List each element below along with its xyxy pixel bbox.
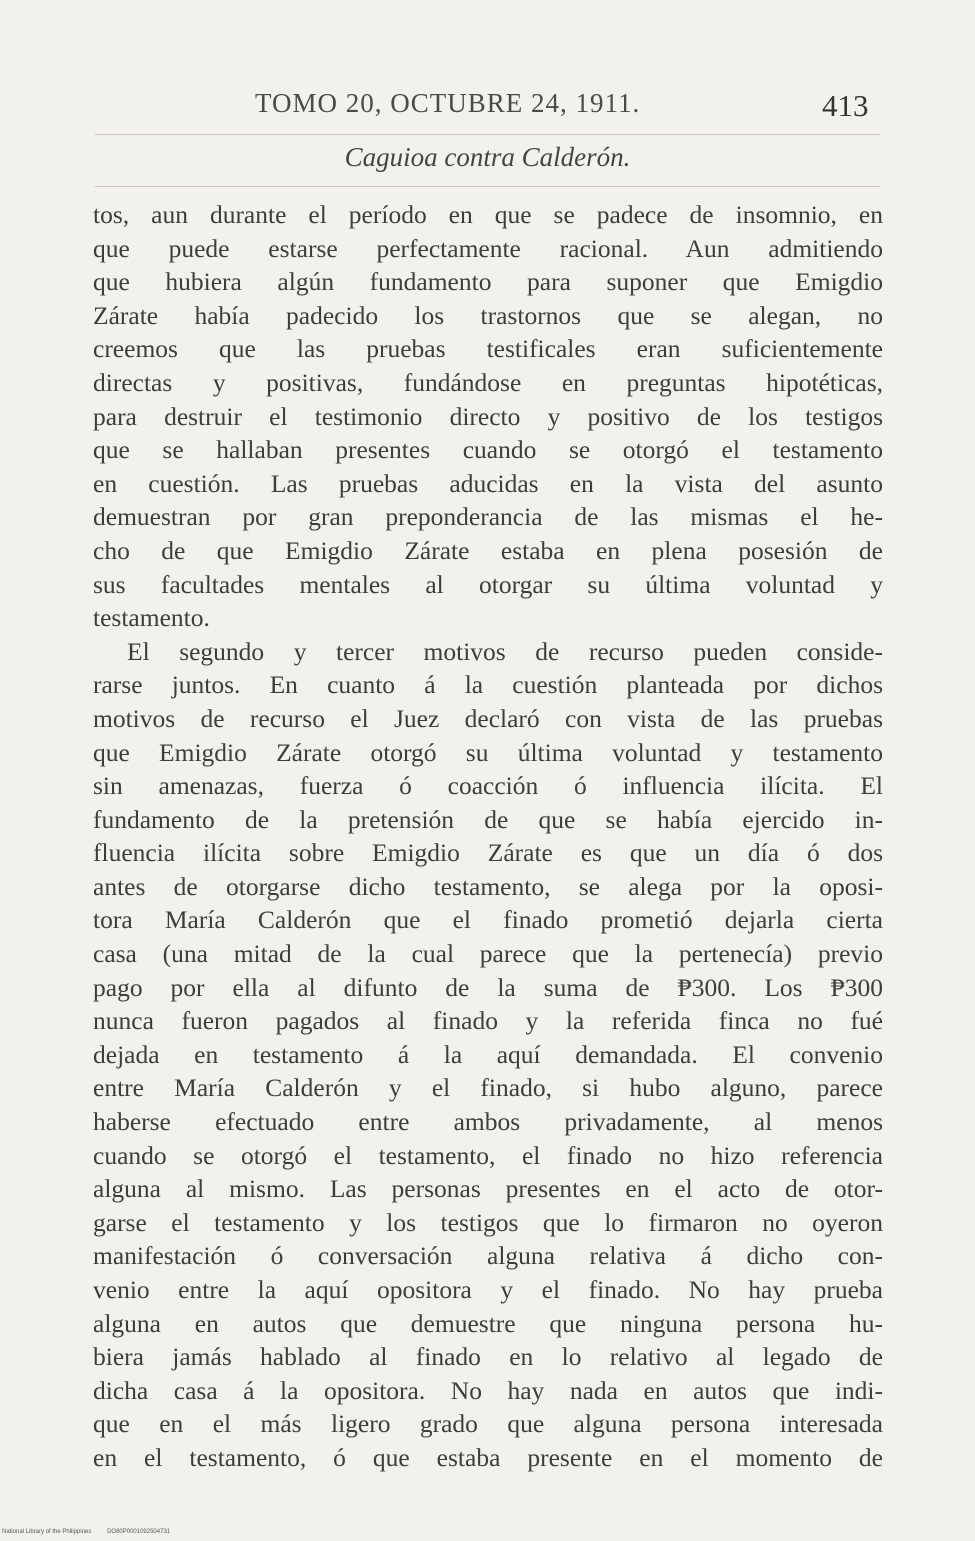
text-line: tora María Calderón que el finado prometió dejarla cierta [93, 905, 883, 935]
paragraph-2 [93, 635, 883, 1475]
text-line: en el testamento, ó que estaba presente en el momento de [93, 1442, 883, 1472]
text-line: venio entre la aquí opositora y el finado. No hay prueba [93, 1275, 883, 1304]
text-line: dejada en testamento á la aquí demandada. El convenio [93, 1039, 883, 1069]
text-line: antes de otorgarse dicho testamento, se alega por la oposi- [93, 871, 883, 901]
paragraph-1 [93, 198, 883, 635]
text-line: haberse efectuado entre ambos privadamente, al menos [93, 1107, 883, 1137]
body-text [93, 198, 883, 1475]
text-line: El segundo y tercer motivos de recurso pueden conside- [127, 636, 883, 666]
scan-code: DO80P0001092504731 [107, 1529, 171, 1535]
text-line: tos, aun durante el período en que se padece de insomnio, en [93, 200, 883, 229]
header-rule-lower [95, 186, 880, 187]
text-line: directas y positivas, fundándose en preguntas hipotéticas, [93, 367, 883, 397]
text-line: creemos que las pruebas testificales eran suficientemente [93, 334, 883, 364]
text-line: cuando se otorgó el testamento, el finado no hizo referencia [93, 1140, 883, 1170]
text-line: biera jamás hablado al finado en lo relativo al legado de [93, 1342, 883, 1372]
text-line: nunca fueron pagados al finado y la referida finca no fué [93, 1006, 883, 1036]
library-credit: National Library of the Philippines [2, 1529, 92, 1535]
scan-footer [2, 1529, 184, 1535]
text-line: Zárate había padecido los trastornos que se alegan, no [93, 300, 883, 330]
text-line: en cuestión. Las pruebas aducidas en la vista del asunto [93, 468, 883, 498]
text-line: que puede estarse perfectamente racional. Aun admitiendo [93, 233, 883, 263]
text-line: dicha casa á la opositora. No hay nada en autos que indi- [93, 1375, 883, 1405]
text-line: cho de que Emigdio Zárate estaba en plena posesión de [93, 535, 883, 565]
text-line: fundamento de la pretensión de que se había ejercido in- [93, 804, 883, 834]
text-line: fluencia ilícita sobre Emigdio Zárate es que un día ó dos [93, 838, 883, 868]
text-line: alguna al mismo. Las personas presentes en el acto de otor- [93, 1174, 883, 1204]
text-line: manifestación ó conversación alguna relativa á dicho con- [93, 1241, 883, 1271]
text-line: testamento. [93, 603, 210, 633]
text-line: garse el testamento y los testigos que lo firmaron no oyeron [93, 1207, 883, 1237]
header-rule [95, 134, 880, 135]
text-line: que se hallaban presentes cuando se otorgó el testamento [93, 435, 883, 465]
text-line: para destruir el testimonio directo y positivo de los testigos [93, 401, 883, 431]
page-number: 413 [822, 88, 869, 123]
text-line: alguna en autos que demuestre que ninguna persona hu- [93, 1308, 883, 1338]
text-line: sus facultades mentales al otorgar su última voluntad y [93, 569, 883, 599]
text-line: demuestran por gran preponderancia de las mismas el he- [93, 502, 883, 532]
text-line: sin amenazas, fuerza ó coacción ó influencia ilícita. El [93, 771, 883, 801]
text-line: motivos de recurso el Juez declaró con vista de las pruebas [93, 703, 883, 733]
text-line: casa (una mitad de la cual parece que la pertenecía) previo [93, 939, 883, 969]
text-line: que Emigdio Zárate otorgó su última voluntad y testamento [93, 737, 883, 767]
text-line: entre María Calderón y el finado, si hubo alguno, parece [93, 1073, 883, 1103]
case-title: Caguioa contra Calderón. [344, 142, 631, 172]
text-line: rarse juntos. En cuanto á la cuestión planteada por dichos [93, 670, 883, 700]
running-title: TOMO 20, OCTUBRE 24, 1911. [255, 88, 641, 118]
text-line: pago por ella al difunto de la suma de ₱300. Los ₱300 [93, 972, 883, 1002]
text-line: que en el más ligero grado que alguna persona interesada [93, 1409, 883, 1439]
text-line: que hubiera algún fundamento para suponer que Emigdio [93, 267, 883, 297]
